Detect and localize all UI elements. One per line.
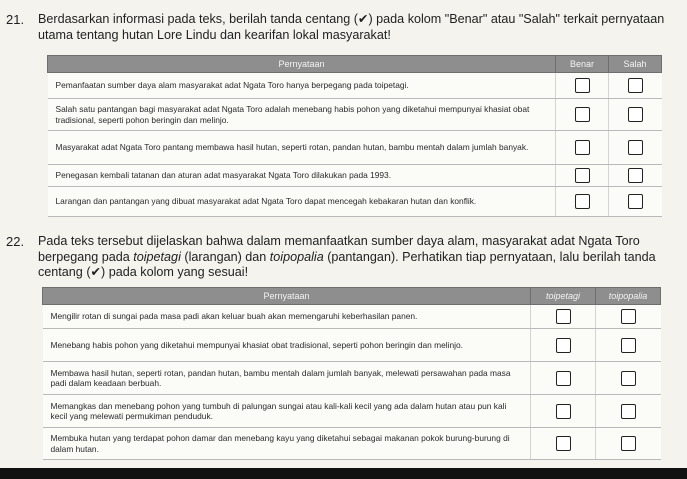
toipetagi-checkbox[interactable] <box>556 338 571 353</box>
toipetagi-checkbox[interactable] <box>556 404 571 419</box>
salah-checkbox[interactable] <box>628 140 643 155</box>
toipopalia-checkbox[interactable] <box>621 404 636 419</box>
toipetagi-checkbox[interactable] <box>556 309 571 324</box>
table-row <box>48 165 662 187</box>
statement-text: Mengilir rotan di sungai pada masa padi akan keluar buah akan memengaruhi keberhasilan panen. <box>43 305 531 329</box>
toipopalia-checkbox[interactable] <box>621 338 636 353</box>
benar-checkbox[interactable] <box>575 168 590 183</box>
table-row <box>48 131 662 165</box>
toipetagi-checkbox[interactable] <box>556 371 571 386</box>
header-benar: Benar <box>556 56 609 73</box>
question-number: 21. <box>6 12 25 27</box>
table-row <box>43 329 661 362</box>
table-row <box>48 187 662 217</box>
toipetagi-checkbox[interactable] <box>556 436 571 451</box>
table-row <box>43 428 661 460</box>
question-text: Pada teks tersebut dijelaskan bahwa dalam memanfaatkan sumber daya alam, masyarakat adat Ngata Toro berpegang pada toipetagi (larangan) dan toipopalia (pantangan). Perhatikan tiap pernyataan, lalu berilah tanda centang (✔) pada kolom yang sesuai! <box>38 234 656 279</box>
table-row <box>43 395 661 428</box>
statement-text: Larangan dan pantangan yang dibuat masyarakat adat Ngata Toro dapat mencegah kebakaran hutan dan konflik. <box>48 187 556 217</box>
table-q21 <box>47 55 662 217</box>
salah-checkbox[interactable] <box>628 194 643 209</box>
toipopalia-checkbox[interactable] <box>621 371 636 386</box>
salah-checkbox[interactable] <box>628 107 643 122</box>
statement-text: Masyarakat adat Ngata Toro pantang membawa hasil hutan, seperti rotan, pandan hutan, bambu mentah dalam jumlah banyak. <box>48 131 556 165</box>
toipopalia-checkbox[interactable] <box>621 309 636 324</box>
benar-checkbox[interactable] <box>575 140 590 155</box>
bottom-edge-bar <box>0 468 687 479</box>
statement-text: Memangkas dan menebang pohon yang tumbuh di palungan sungai atau kali-kali kecil yang ada dalam hutan atau pun kali kecil yang melewati permukiman penduduk. <box>43 395 531 428</box>
toipopalia-checkbox[interactable] <box>621 436 636 451</box>
header-salah: Salah <box>609 56 662 73</box>
salah-checkbox[interactable] <box>628 168 643 183</box>
salah-checkbox[interactable] <box>628 78 643 93</box>
statement-text: Membawa hasil hutan, seperti rotan, pandan hutan, bambu mentah dalam jumlah banyak, melewati persawahan pada masa padi dalam keadaan berbuah. <box>43 362 531 395</box>
header-pernyataan: Pernyataan <box>43 288 531 305</box>
statement-text: Membuka hutan yang terdapat pohon damar dan menebang kayu yang diketahui sebagai makanan pokok burung-burung di dalam hutan. <box>43 428 531 460</box>
benar-checkbox[interactable] <box>575 107 590 122</box>
benar-checkbox[interactable] <box>575 78 590 93</box>
table-row <box>48 73 662 99</box>
header-toipetagi: toipetagi <box>531 288 596 305</box>
table-q22 <box>42 287 661 460</box>
statement-text: Salah satu pantangan bagi masyarakat adat Ngata Toro adalah menebang habis pohon yang diketahui mempunyai khasiat obat tradisional, seperti pohon beringin dan melinjo. <box>48 99 556 131</box>
table-row <box>43 362 661 395</box>
header-pernyataan: Pernyataan <box>48 56 556 73</box>
statement-text: Penegasan kembali tatanan dan aturan adat masyarakat Ngata Toro dilakukan pada 1993. <box>48 165 556 187</box>
table-row <box>43 305 661 329</box>
table-row <box>48 99 662 131</box>
header-toipopalia: toipopalia <box>596 288 661 305</box>
benar-checkbox[interactable] <box>575 194 590 209</box>
statement-text: Menebang habis pohon yang diketahui mempunyai khasiat obat tradisional, seperti pohon beringin dan melinjo. <box>43 329 531 362</box>
question-number: 22. <box>6 234 25 249</box>
statement-text: Pemanfaatan sumber daya alam masyarakat adat Ngata Toro hanya berpegang pada toipetagi. <box>48 73 556 99</box>
question-text: Berdasarkan informasi pada teks, berilah tanda centang (✔) pada kolom "Benar" atau "Salah" terkait pernyataan utama tentang hutan Lore Lindu dan kearifan lokal masyarakat! <box>38 12 665 42</box>
